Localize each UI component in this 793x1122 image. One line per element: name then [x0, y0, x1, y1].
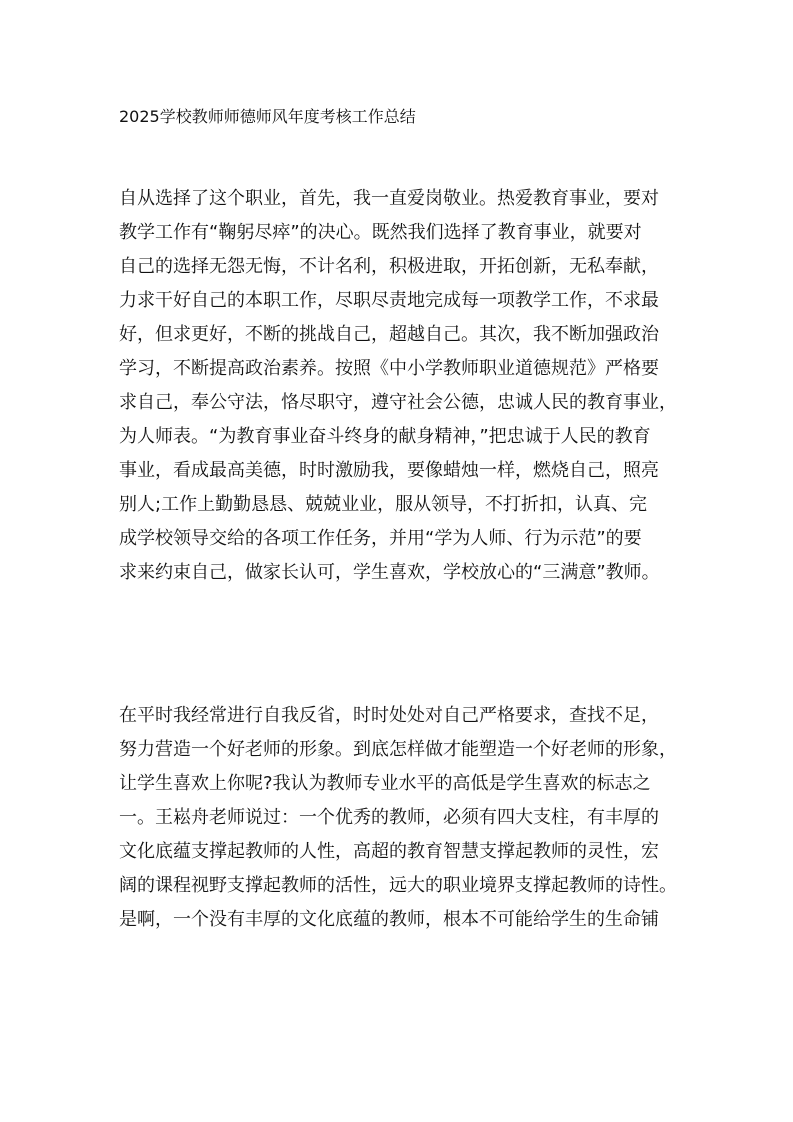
text-line: 让学生喜欢上你呢?我认为教师专业水平的高低是学生喜欢的标志之 — [119, 773, 651, 794]
text-line: 一。王崧舟老师说过：一个优秀的教师，必须有四大支柱，有丰厚的 — [119, 807, 659, 828]
text-line: 事业，看成最高美德，时时激励我，要像蜡烛一样，燃烧自己，照亮 — [119, 460, 659, 481]
text-line: 在平时我经常进行自我反省，时时处处对自己严格要求，查找不足， — [119, 705, 659, 726]
text-line: 求来约束自己，做家长认可，学生喜欢，学校放心的“三满意”教师。 — [119, 562, 660, 583]
text-line: 好，但求更好，不断的挑战自己，超越自己。其次，我不断加强政治 — [119, 324, 659, 345]
text-line: 为人师表。“为教育事业奋斗终身的献身精神，”把忠诚于人民的教育 — [119, 426, 651, 447]
text-line: 自从选择了这个职业，首先，我一直爱岗敬业。热爱教育事业，要对 — [119, 188, 659, 209]
paragraph-1 — [119, 182, 689, 590]
paragraph-2 — [119, 699, 689, 937]
text-line: 阔的课程视野支撑起教师的活性，远大的职业境界支撑起教师的诗性。 — [119, 875, 677, 896]
text-line: 努力营造一个好老师的形象。到底怎样做才能塑造一个好老师的形象， — [119, 739, 677, 760]
document-title: 2025学校教师师德师风年度考核工作总结 — [119, 107, 416, 126]
text-line: 学习，不断提高政治素养。按照《中小学教师职业道德规范》严格要 — [119, 358, 659, 379]
text-line: 求自己，奉公守法，恪尽职守，遵守社会公德，忠诚人民的教育事业， — [119, 392, 677, 413]
text-line: 力求干好自己的本职工作，尽职尽责地完成每一项教学工作，不求最 — [119, 290, 659, 311]
text-line: 自己的选择无怨无悔，不计名利，积极进取，开拓创新，无私奉献， — [119, 256, 659, 277]
text-line: 教学工作有“鞠躬尽瘁”的决心。既然我们选择了教育事业，就要对 — [119, 222, 642, 243]
text-line: 别人;工作上勤勤恳恳、兢兢业业，服从领导，不打折扣，认真、完 — [119, 494, 648, 515]
text-line: 成学校领导交给的各项工作任务，并用“学为人师、行为示范”的要 — [119, 528, 642, 549]
text-line: 文化底蕴支撑起教师的人性，高超的教育智慧支撑起教师的灵性，宏 — [119, 841, 659, 862]
text-line: 是啊，一个没有丰厚的文化底蕴的教师，根本不可能给学生的生命铺 — [119, 909, 659, 930]
